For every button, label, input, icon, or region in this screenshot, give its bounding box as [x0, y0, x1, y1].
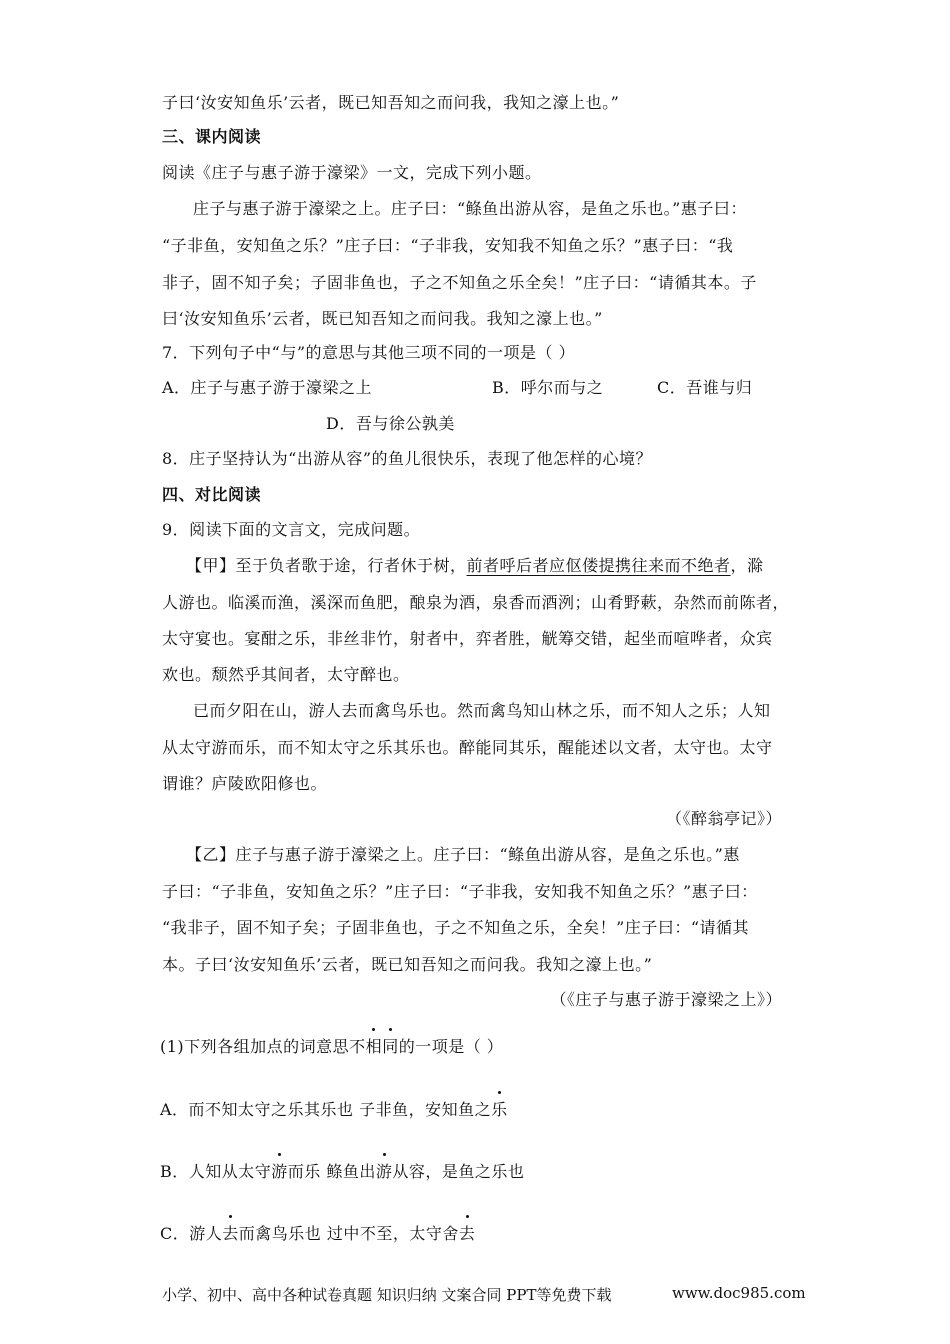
dotted-char: 相 — [366, 1034, 383, 1057]
passage-line: 太守宴也。宴酣之乐，非丝非竹，射者中，弈者胜，觥筹交错，起坐而喧哗者，众宾 — [162, 629, 773, 648]
source-citation: （《庄子与惠子游于濠梁之上》） — [550, 990, 782, 1009]
option-d: D．吾与徐公孰美 — [326, 414, 455, 433]
passage-text: 【甲】至于负者歌于途，行者休于树， — [186, 556, 467, 575]
passage-line: 欢也。颓然乎其间者，太守醉也。 — [162, 665, 410, 684]
passage-line: 曰‘汝安知鱼乐’云者，既已知吾知之而问我。我知之濠上也。” — [162, 309, 603, 328]
option-text: C．游人 — [160, 1224, 223, 1243]
question-7: 7．下列句子中“与”的意思与其他三项不同的一项是（ ） — [162, 343, 576, 362]
option-text: A．而不知太守之乐其乐也 子非鱼，安知鱼之 — [160, 1100, 492, 1119]
question-8: 8．庄子坚持认为“出游从容”的鱼儿很快乐，表现了他怎样的心境？ — [162, 449, 653, 468]
text-line: 子曰‘汝安知鱼乐’云者，既已知吾知之而问我，我知之濠上也。” — [162, 93, 620, 112]
dotted-char: 同 — [382, 1034, 399, 1057]
option-c: C．吾谁与归 — [657, 378, 753, 397]
option-text: 从容，是鱼之乐也 — [392, 1162, 525, 1181]
dotted-char: 去 — [459, 1221, 476, 1244]
passage-line: 非子，固不知子矣；子固非鱼也，子之不知鱼之乐全矣！”庄子曰：“请循其本。子 — [162, 273, 757, 292]
passage-line: “子非鱼，安知鱼之乐？”庄子曰：“子非我，安知我不知鱼之乐？”惠子曰：“我 — [162, 236, 734, 255]
passage-line — [186, 553, 764, 576]
dotted-char: 乐 — [491, 1097, 508, 1120]
question-text: (1)下列各组加点的词意思不 — [160, 1037, 366, 1056]
option-b: B．呼尔而与之 — [492, 378, 604, 397]
dotted-char: 去 — [222, 1221, 239, 1244]
passage-line: 庄子与惠子游于濠梁之上。庄子曰：“鲦鱼出游从容，是鱼之乐也。”惠子曰： — [193, 199, 747, 218]
option-text: 而乐 鲦鱼出 — [287, 1162, 376, 1181]
text-line: 阅读《庄子与惠子游于濠梁》一文，完成下列小题。 — [162, 163, 542, 182]
dotted-char: 游 — [376, 1159, 393, 1182]
option-c — [160, 1221, 475, 1244]
dotted-char: 游 — [271, 1159, 288, 1182]
passage-line: 谓谁？庐陵欧阳修也。 — [162, 774, 328, 793]
footer-link[interactable]: www.doc985.com — [672, 1284, 806, 1302]
option-text: B．人知从太守 — [160, 1162, 272, 1181]
underlined-sentence: 前者呼后者应伛偻提携往来而不绝者 — [466, 556, 731, 575]
passage-line: 本。子曰‘汝安知鱼乐’云者，既已知吾知之而问我。我知之濠上也。” — [162, 955, 653, 974]
passage-text: ，滁 — [730, 556, 764, 575]
source-citation: （《醉翁亭记》） — [665, 809, 782, 828]
option-b — [160, 1159, 524, 1182]
sub-question-1 — [160, 1034, 503, 1057]
option-a — [160, 1097, 508, 1120]
page-footer — [162, 1284, 806, 1305]
passage-line: “我非子，固不知子矣；子固非鱼也，子之不知鱼之乐，全矣！”庄子曰：“请循其 — [162, 918, 750, 937]
question-9: 9．阅读下面的文言文，完成问题。 — [162, 520, 421, 539]
passage-line: 从太守游而乐，而不知太守之乐其乐也。醉能同其乐，醒能述以文者，太守也。太守 — [162, 738, 773, 757]
footer-text: 小学、初中、高中各种试卷真题 知识归纳 文案合同 PPT等免费下载 — [162, 1286, 612, 1304]
passage-line: 子曰：“子非鱼，安知鱼之乐？”庄子曰：“子非我，安知我不知鱼之乐？”惠子曰： — [162, 882, 758, 901]
option-text: 而禽鸟乐也 过中不至，太守舍 — [238, 1224, 459, 1243]
option-a: A．庄子与惠子游于濠梁之上 — [162, 378, 373, 397]
passage-line: 已而夕阳在山，游人去而禽鸟乐也。然而禽鸟知山林之乐，而不知人之乐；人知 — [193, 701, 771, 720]
section-heading: 四、对比阅读 — [162, 485, 262, 504]
passage-line: 【乙】庄子与惠子游于濠梁之上。庄子曰：“鲦鱼出游从容，是鱼之乐也。”惠 — [186, 845, 740, 864]
question-text: 的一项是（ ） — [398, 1037, 504, 1056]
section-heading: 三、课内阅读 — [162, 127, 262, 146]
passage-line: 人游也。临溪而渔，溪深而鱼肥，酿泉为酒，泉香而酒洌；山肴野蔌，杂然而前陈者， — [162, 593, 790, 612]
